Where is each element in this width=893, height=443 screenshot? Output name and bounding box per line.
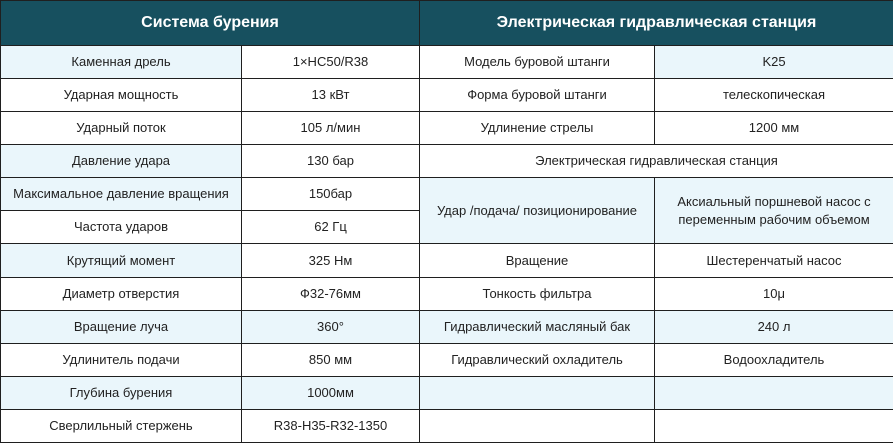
header-hydraulic-station: Электрическая гидравлическая станция xyxy=(420,1,893,46)
table-row xyxy=(1,343,893,376)
right-value: Аксиальный поршневой насос с переменным рабочим объемом xyxy=(655,178,893,244)
right-label: Форма буровой штанги xyxy=(420,79,655,112)
right-label: Удар /подача/ позиционирование xyxy=(420,178,655,244)
left-value: 1000мм xyxy=(242,376,420,409)
left-value: 62 Гц xyxy=(242,211,420,244)
table-row xyxy=(1,46,893,79)
left-value: 1×HC50/R38 xyxy=(242,46,420,79)
right-label xyxy=(420,376,655,409)
left-value: 150бар xyxy=(242,178,420,211)
left-label: Максимальное давление вращения xyxy=(1,178,242,211)
right-label: Тонкость фильтра xyxy=(420,277,655,310)
right-label xyxy=(420,409,655,442)
table-row xyxy=(1,178,893,211)
left-value: 360° xyxy=(242,310,420,343)
left-value: Ф32-76мм xyxy=(242,277,420,310)
right-value: 1200 мм xyxy=(655,112,893,145)
right-label: Модель буровой штанги xyxy=(420,46,655,79)
right-value: телескопическая xyxy=(655,79,893,112)
right-value: 10μ xyxy=(655,277,893,310)
left-label: Давление удара xyxy=(1,145,242,178)
table-row xyxy=(1,277,893,310)
table-row xyxy=(1,112,893,145)
table-row xyxy=(1,244,893,277)
left-label: Сверлильный стержень xyxy=(1,409,242,442)
right-section-title: Электрическая гидравлическая станция xyxy=(420,145,893,178)
left-label: Крутящий момент xyxy=(1,244,242,277)
left-label: Ударная мощность xyxy=(1,79,242,112)
table-row xyxy=(1,409,893,442)
header-drilling-system: Система бурения xyxy=(1,1,420,46)
right-label: Удлинение стрелы xyxy=(420,112,655,145)
left-value: 850 мм xyxy=(242,343,420,376)
right-label: Гидравлический масляный бак xyxy=(420,310,655,343)
right-label: Гидравлический охладитель xyxy=(420,343,655,376)
right-value xyxy=(655,409,893,442)
header-row xyxy=(1,1,893,46)
table-row xyxy=(1,79,893,112)
table-row xyxy=(1,145,893,178)
left-value: 13 кВт xyxy=(242,79,420,112)
left-label: Глубина бурения xyxy=(1,376,242,409)
left-label: Диаметр отверстия xyxy=(1,277,242,310)
right-value: 240 л xyxy=(655,310,893,343)
right-label: Вращение xyxy=(420,244,655,277)
left-value: 105 л/мин xyxy=(242,112,420,145)
right-value: Водоохладитель xyxy=(655,343,893,376)
left-label: Каменная дрель xyxy=(1,46,242,79)
table-row xyxy=(1,310,893,343)
left-label: Ударный поток xyxy=(1,112,242,145)
left-label: Частота ударов xyxy=(1,211,242,244)
left-value: 325 Нм xyxy=(242,244,420,277)
left-label: Удлинитель подачи xyxy=(1,343,242,376)
right-value: Шестеренчатый насос xyxy=(655,244,893,277)
right-value: K25 xyxy=(655,46,893,79)
left-label: Вращение луча xyxy=(1,310,242,343)
right-value xyxy=(655,376,893,409)
left-value: R38-H35-R32-1350 xyxy=(242,409,420,442)
left-value: 130 бар xyxy=(242,145,420,178)
table-row xyxy=(1,376,893,409)
